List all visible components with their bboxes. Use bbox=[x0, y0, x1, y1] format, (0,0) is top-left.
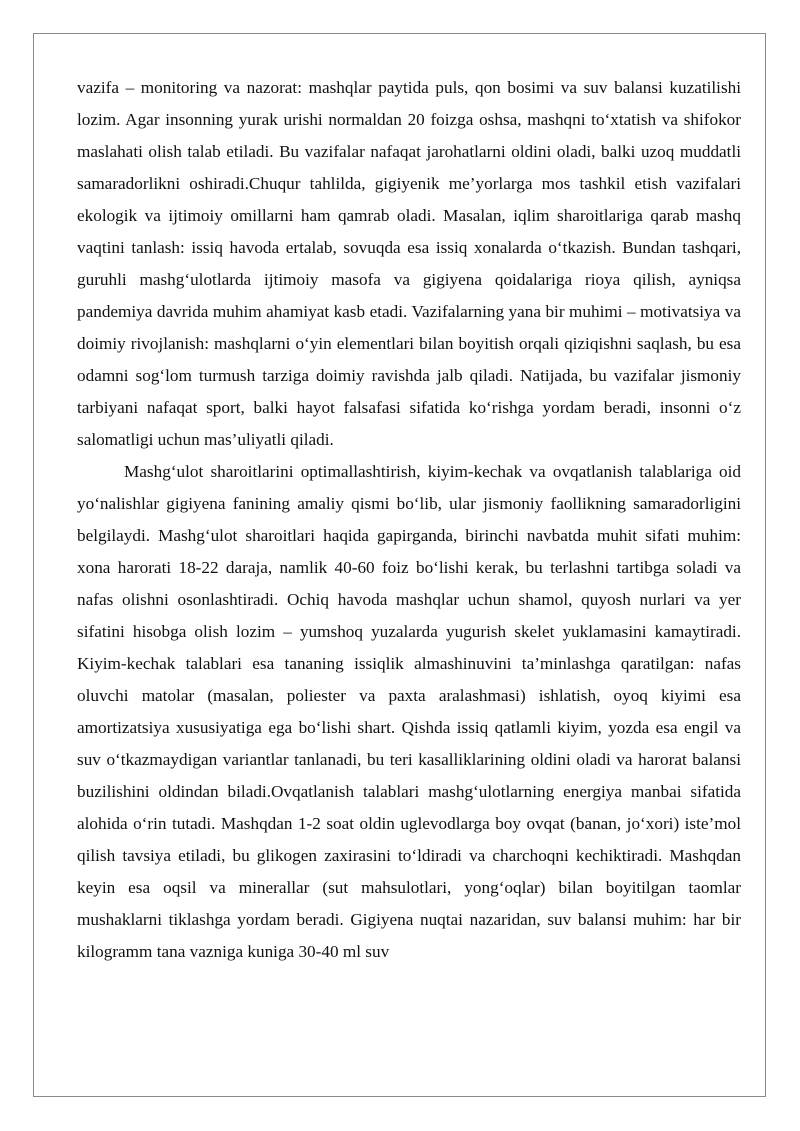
paragraph-1: vazifa – monitoring va nazorat: mashqlar paytida puls, qon bosimi va suv balansi kuzatilishi lozim. Agar insonning yurak urishi normaldan 20 foizga oshsa, mashqni to‘xtatish va shifokor maslahati olish talab etiladi. Bu vazifalar nafaqat jarohatlarni oldini oladi, balki uzoq muddatli samaradorlikni oshiradi.Chuqur tahlilda, gigiyenik me’yorlarga mos tashkil etish vazifalari ekologik va ijtimoiy omillarni ham qamrab oladi. Masalan, iqlim sharoitlariga qarab mashq vaqtini tanlash: issiq havoda ertalab, sovuqda esa issiq xonalarda o‘tkazish. Bundan tashqari, guruhli mashg‘ulotlarda ijtimoiy masofa va gigiyena qoidalariga rioya qilish, ayniqsa pandemiya davrida muhim ahamiyat kasb etadi. Vazifalarning yana bir muhimi – motivatsiya va doimiy rivojlanish: mashqlarni o‘yin elementlari bilan boyitish orqali qiziqishni saqlash, bu esa odamni sog‘lom turmush tarziga doimiy ravishda jalb qiladi. Natijada, bu vazifalar jismoniy tarbiyani nafaqat sport, balki hayot falsafasi sifatida ko‘rishga yordam beradi, insonni o‘z salomatligi uchun mas’uliyatli qiladi. bbox=[77, 78, 741, 449]
document-body bbox=[77, 72, 741, 968]
paragraph-2: Mashg‘ulot sharoitlarini optimallashtirish, kiyim-kechak va ovqatlanish talablariga oid yo‘nalishlar gigiyena fanining amaliy qismi bo‘lib, ular jismoniy faollikning samaradorligini belgilaydi. Mashg‘ulot sharoitlari haqida gapirganda, birinchi navbatda muhit sifati muhim: xona harorati 18-22 daraja, namlik 40-60 foiz bo‘lishi kerak, bu terlashni tartibga soladi va nafas olishni osonlashtiradi. Ochiq havoda mashqlar uchun shamol, quyosh nurlari va yer sifatini hisobga olish lozim – yumshoq yuzalarda yugurish skelet yuklamasini kamaytiradi. Kiyim-kechak talablari esa tananing issiqlik almashinuvini ta’minlashga qaratilgan: nafas oluvchi matolar (masalan, poliester va paxta aralashmasi) ishlatish, oyoq kiyimi esa amortizatsiya xususiyatiga ega bo‘lishi shart. Qishda issiq qatlamli kiyim, yozda esa engil va suv o‘tkazmaydigan variantlar tanlanadi, bu teri kasalliklarining oldini oladi va harorat balansi buzilishini oldindan biladi.Ovqatlanish talablari mashg‘ulotlarning energiya manbai sifatida alohida o‘rin tutadi. Mashqdan 1-2 soat oldin uglevodlarga boy ovqat (banan, jo‘xori) iste’mol qilish tavsiya etiladi, bu glikogen zaxirasini to‘ldiradi va charchoqni kechiktiradi. Mashqdan keyin esa oqsil va minerallar (sut mahsulotlari, yong‘oqlar) bilan boyitilgan taomlar mushaklarni tiklashga yordam beradi. Gigiyena nuqtai nazaridan, suv balansi muhim: har bir kilogramm tana vazniga kuniga 30-40 ml suv bbox=[77, 462, 741, 961]
